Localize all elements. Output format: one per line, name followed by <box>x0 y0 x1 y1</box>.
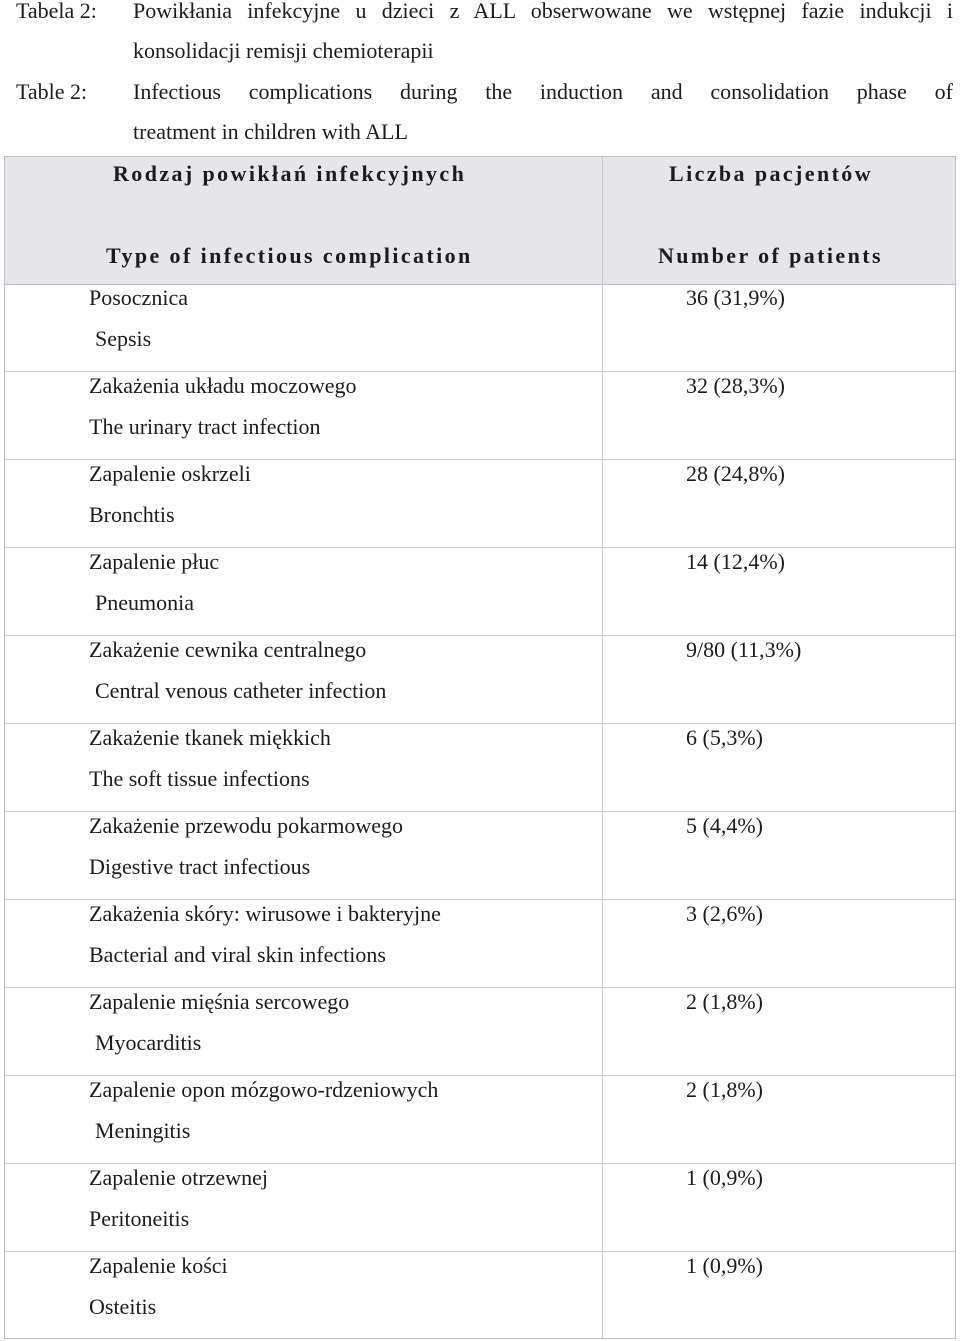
complication-name-english: Myocarditis <box>95 1030 202 1055</box>
complication-name-english: The soft tissue infections <box>89 766 310 791</box>
header-count-polish: Liczba pacjentów <box>669 161 873 186</box>
complication-name-polish: Zapalenie kości <box>89 1253 228 1278</box>
table-row <box>5 988 955 1076</box>
complication-name-english: Digestive tract infectious <box>89 854 311 879</box>
complication-name-polish: Zapalenie opon mózgowo-rdzeniowych <box>89 1077 439 1102</box>
caption-line: treatment in children with ALL <box>133 119 408 144</box>
complication-name-english: Bacterial and viral skin infections <box>89 942 386 967</box>
caption-text-english <box>133 72 953 152</box>
caption-text-polish <box>133 0 953 71</box>
caption-label-english: Table 2: <box>16 79 88 104</box>
caption-line: Infectious complications during the induction and consolidation phase of <box>133 79 953 104</box>
column-divider <box>602 157 603 1338</box>
caption-line: konsolidacji remisji chemioterapii <box>133 38 434 63</box>
complication-name-polish: Zakażenie tkanek miękkich <box>89 725 331 750</box>
table-row <box>5 1076 955 1164</box>
header-type-polish: Rodzaj powikłań infekcyjnych <box>113 161 467 186</box>
patient-count: 9/80 (11,3%) <box>686 637 802 662</box>
complication-name-english: Pneumonia <box>95 590 194 615</box>
patient-count: 5 (4,4%) <box>686 813 763 838</box>
table-row <box>5 724 955 812</box>
complication-name-english: Central venous catheter infection <box>95 678 387 703</box>
header-type-english: Type of infectious complication <box>106 243 473 268</box>
table-row <box>5 548 955 636</box>
table-row <box>5 812 955 900</box>
complication-name-polish: Zapalenie płuc <box>89 549 220 574</box>
table-row <box>5 1252 955 1340</box>
table-row <box>5 460 955 548</box>
patient-count: 1 (0,9%) <box>686 1165 763 1190</box>
patient-count: 14 (12,4%) <box>686 549 785 574</box>
table-row <box>5 284 955 372</box>
infectious-complications-table <box>4 156 956 1339</box>
complication-name-polish: Zakażenie przewodu pokarmowego <box>89 813 403 838</box>
caption-label-polish: Tabela 2: <box>16 0 97 23</box>
header-count-english: Number of patients <box>658 243 883 268</box>
table-row <box>5 1164 955 1252</box>
complication-name-polish: Zakażenia skóry: wirusowe i bakteryjne <box>89 901 441 926</box>
complication-name-polish: Posocznica <box>89 285 188 310</box>
patient-count: 28 (24,8%) <box>686 461 785 486</box>
complication-name-polish: Zakażenie cewnika centralnego <box>89 637 367 662</box>
table-row <box>5 636 955 724</box>
complication-name-english: Peritoneitis <box>89 1206 190 1231</box>
patient-count: 2 (1,8%) <box>686 989 763 1014</box>
table-row <box>5 900 955 988</box>
table-header <box>5 157 955 285</box>
patient-count: 32 (28,3%) <box>686 373 785 398</box>
complication-name-polish: Zapalenie mięśnia sercowego <box>89 989 350 1014</box>
patient-count: 6 (5,3%) <box>686 725 763 750</box>
complication-name-polish: Zapalenie otrzewnej <box>89 1165 268 1190</box>
complication-name-english: The urinary tract infection <box>89 414 321 439</box>
patient-count: 1 (0,9%) <box>686 1253 763 1278</box>
complication-name-english: Osteitis <box>89 1294 157 1319</box>
table-row <box>5 372 955 460</box>
patient-count: 2 (1,8%) <box>686 1077 763 1102</box>
patient-count: 3 (2,6%) <box>686 901 763 926</box>
caption-line: Powikłania infekcyjne u dzieci z ALL obserwowane we wstępnej fazie indukcji i <box>133 0 953 23</box>
complication-name-english: Bronchtis <box>89 502 175 527</box>
complication-name-english: Meningitis <box>95 1118 191 1143</box>
complication-name-english: Sepsis <box>95 326 152 351</box>
complication-name-polish: Zakażenia układu moczowego <box>89 373 357 398</box>
complication-name-polish: Zapalenie oskrzeli <box>89 461 251 486</box>
patient-count: 36 (31,9%) <box>686 285 785 310</box>
